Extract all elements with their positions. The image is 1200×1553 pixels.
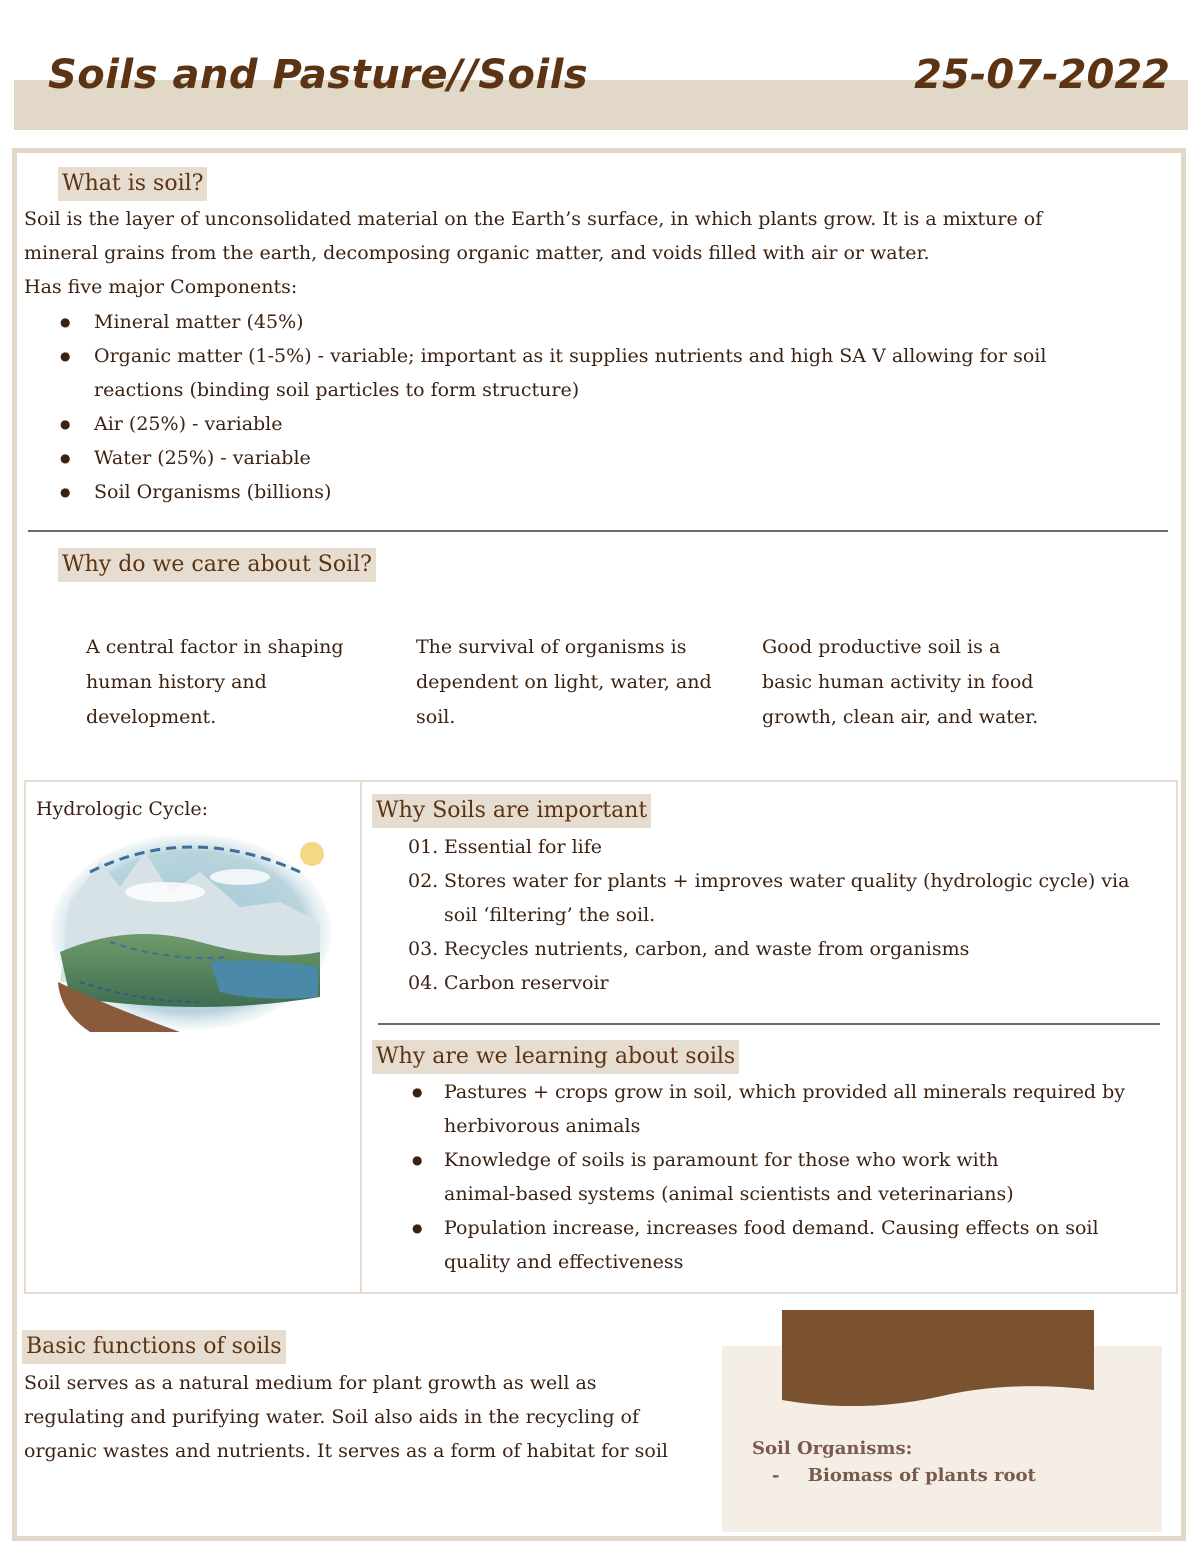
- item-line: animal-based systems (animal scientists and veterinarians): [444, 1183, 1014, 1205]
- basic-functions-body: [24, 1366, 714, 1468]
- list-item-continuation: reactions (binding soil particles to form structure): [94, 379, 580, 401]
- column-line: A central factor in shaping: [86, 636, 344, 658]
- column-line: The survival of organisms is: [416, 636, 687, 658]
- list-item: ● Air (25%) - variable: [24, 407, 1174, 441]
- list-item: ● Soil Organisms (billions): [24, 475, 1174, 509]
- column-divider: [360, 780, 362, 1292]
- why-care-heading: Why do we care about Soil?: [58, 548, 376, 582]
- item-line: ● Population increase, increases food demand. Causing effects on soil: [444, 1217, 1099, 1239]
- list-item: [374, 932, 1174, 966]
- why-learning-heading: Why are we learning about soils: [372, 1040, 739, 1074]
- item-line: herbivorous animals: [444, 1115, 641, 1137]
- decorative-brown-banner: [782, 1310, 1094, 1406]
- page-date: 25-07-2022: [914, 52, 1170, 98]
- list-item: [376, 1211, 1174, 1279]
- list-item: ● Mineral matter (45%): [24, 305, 1174, 339]
- list-item: [376, 1143, 1174, 1211]
- item-text: soil ‘filtering’ the soil.: [444, 904, 656, 926]
- item-text: Carbon reservoir: [444, 972, 609, 994]
- body-line: mineral grains from the earth, decomposing organic matter, and voids filled with air or water.: [24, 242, 930, 264]
- column-line: development.: [86, 706, 217, 728]
- basic-functions-heading: Basic functions of soils: [22, 1330, 286, 1364]
- list-item: ● Organic matter (1-5%) - variable; important as it supplies nutrients and high SA V allowing for soil: [24, 339, 1174, 373]
- list-item: ● Water (25%) - variable: [24, 441, 1174, 475]
- what-is-soil-heading: What is soil?: [58, 167, 207, 201]
- item-line: quality and effectiveness: [444, 1251, 684, 1273]
- why-important-heading: Why Soils are important: [372, 794, 651, 828]
- list-item: [374, 830, 1174, 864]
- dash-bullet: -: [772, 1465, 780, 1486]
- item-text: Biomass of plants root: [807, 1465, 1036, 1486]
- column-line: soil.: [416, 706, 456, 728]
- why-care-column-3: [762, 630, 1092, 735]
- body-line: regulating and purifying water. Soil also aids in the recycling of: [24, 1406, 639, 1428]
- list-item-continuation: [374, 898, 1174, 932]
- soil-organisms-label: Soil Organisms:: [752, 1438, 913, 1459]
- item-number: 01.: [408, 836, 439, 858]
- body-line: Soil serves as a natural medium for plant growth as well as: [24, 1372, 597, 1394]
- why-care-column-1: [86, 630, 396, 735]
- column-line: Good productive soil is a: [762, 636, 1001, 658]
- hydrologic-label: Hydrologic Cycle:: [36, 798, 209, 820]
- column-line: human history and: [86, 671, 267, 693]
- item-number: 04.: [408, 972, 439, 994]
- why-important-list: [374, 830, 1174, 1000]
- why-care-column-2: [416, 630, 746, 735]
- components-list: [24, 305, 1174, 509]
- column-line: dependent on light, water, and: [416, 671, 712, 693]
- hydrologic-cycle-image: [50, 832, 332, 1032]
- item-number: 02.: [408, 870, 439, 892]
- body-line: Soil is the layer of unconsolidated material on the Earth’s surface, in which plants grow. It is a mixture of: [24, 208, 1043, 230]
- item-text: Recycles nutrients, carbon, and waste from organisms: [444, 938, 970, 960]
- why-learning-list: [376, 1075, 1174, 1279]
- list-item: [376, 1075, 1174, 1143]
- item-line: ● Pastures + crops grow in soil, which provided all minerals required by: [444, 1081, 1126, 1103]
- column-line: basic human activity in food: [762, 671, 1034, 693]
- soil-organisms-item: [772, 1465, 1036, 1486]
- item-text: Stores water for plants + improves water quality (hydrologic cycle) via: [444, 870, 1130, 892]
- section-divider: [28, 530, 1168, 532]
- list-item: [374, 966, 1174, 1000]
- page-title: Soils and Pasture//Soils: [48, 52, 589, 98]
- components-intro: Has five major Components:: [24, 276, 298, 298]
- column-line: growth, clean air, and water.: [762, 706, 1039, 728]
- item-text: Essential for life: [444, 836, 603, 858]
- item-line: ● Knowledge of soils is paramount for those who work with: [444, 1149, 999, 1171]
- what-is-soil-body: [24, 202, 1174, 304]
- item-number: 03.: [408, 938, 439, 960]
- inner-divider: [378, 1023, 1160, 1025]
- body-line: organic wastes and nutrients. It serves as a form of habitat for soil: [24, 1440, 669, 1462]
- list-item: [374, 864, 1174, 898]
